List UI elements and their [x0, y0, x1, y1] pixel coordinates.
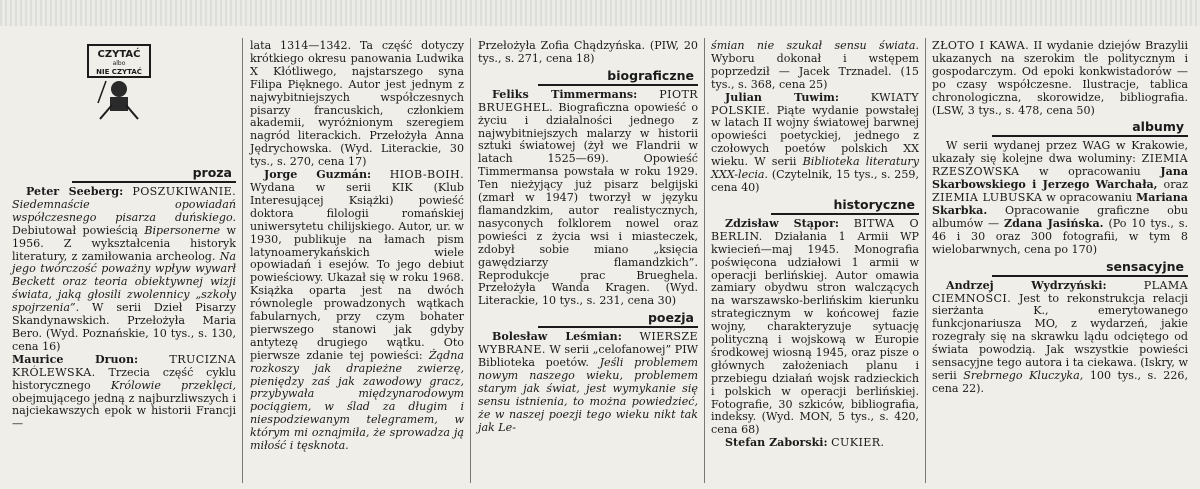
book-title: PIOTR BRUEGHEL. [478, 87, 698, 114]
logo-line-1: CZYTAĆ [97, 49, 141, 60]
book-title: HIOB-BOIH. [389, 168, 464, 182]
review-zaborski [711, 437, 919, 450]
book-title: KWIATY POLSKIE. [711, 90, 920, 117]
column-rule [704, 38, 705, 483]
book-title: TRUCIZNA KRÓLEWSKA. [12, 352, 236, 379]
section-heading-poezja: poezja [538, 311, 698, 328]
column-rule [470, 38, 471, 483]
review-druon: Maurice Druon: TRUCIZNA KRÓLEWSKA. Trzecia część cyklu historycznego Królowie przeklęci, obejmującego jedną z najburzliwszych i najciekawszych epok w historii Francji — [12, 352, 237, 431]
column-2 [250, 40, 464, 453]
book-title: PLAMA CIEMNOŚCI. [932, 278, 1189, 305]
book-title: ZIEMIA LUBUSKA [932, 191, 1043, 205]
column-4 [711, 40, 919, 450]
review-lesmian: Bolesław Leśmian: WIERSZE WYBRANE. W serii „celofanowej” PIW Biblioteka poetów. Jeśli problemem nowym naszego wieku, problemem starym jak świat, jest wymykanie się sensu istnienia, to można powiedzieć, że w naszej poezji tego wieku nikt tak jak Le- [478, 330, 699, 434]
section-heading-historyczne: historyczne [771, 198, 919, 215]
column-3 [478, 40, 698, 434]
review-wydrzynski: Andrzej Wydrzyński: PLAMA CIEMNOŚCI. Jest to rekonstrukcja relacji sierżanta K., emerytowanego funkcjonariusza MO, z wydarzeń, jakie rozegrały się na skrawku lądu odciętego od świata powodzią. Jak wszystkie powieści sensacyjne tego autora i ta ciekawa. (Iskry, w serii Srebrnego Kluczyka, 100 tys., s. 226, cena 22). [932, 278, 1189, 395]
review-lesmian-continued: śmian nie szukał sensu świata. Wyboru dokonał i wstępem poprzedził — Jacek Trznadel. (15 tys., s. 368, cena 25) [711, 39, 919, 91]
author-name: Peter Seeberg: [26, 185, 124, 198]
author-name: Zdzisław Stąpor: [725, 216, 840, 230]
book-title: ZŁOTO I KAWA. [932, 39, 1030, 52]
column-1 [12, 163, 236, 431]
section-heading-albumy: albumy [992, 120, 1188, 137]
author-name: Andrzej Wydrzyński: [946, 278, 1107, 292]
column-5 [932, 40, 1188, 396]
review-guzman-continued: Przełożyła Zofia Chądzyńska. (PIW, 20 tys., s. 271, cena 18) [478, 39, 698, 65]
review-stapor: Zdzisław Stąpor: BITWA O BERLIN. Działania 1 Armii WP kwiecień—maj 1945. Monografia poświęcona udziałowi 1 armii w operacji berlińskiej. Autor omawia zamiary obydwu stron walczących na warszawsko-berlińskim kierunku strategicznym w końcowej fazie wojny, charakteryzuje sytuację polityczną i wojskową w Europie środkowej wiosną 1945, oraz pisze o głównych założeniach planu i przebiegu działań wojsk radzieckich i polskich w operacji berlińskiej. Fotografie, 30 szkiców, bibliografia, indeksy. (Wyd. MON, 5 tys., s. 420, cena 68) [711, 216, 920, 437]
top-print-band [0, 0, 1200, 26]
column-rule [925, 38, 926, 483]
section-heading-sensacyjne: sensacyjne [992, 260, 1188, 277]
logo-line-3: NIE CZYTAĆ [96, 68, 142, 76]
review-zaborski-continued: ZŁOTO I KAWA. II wydanie dziejów Brazylii ukazanych na szerokim tle politycznym i gospodarczym. Od epoki konkwistadorów — po czasy współczesne. Ilustracje, tablica chronologiczna, skorowidze, bibliografia. (LSW, 3 tys., s. 478, cena 50) [932, 39, 1188, 117]
author-name: Feliks Timmermans: [492, 87, 638, 101]
book-title: CUKIER. [831, 436, 885, 450]
review-guzman: Jorge Guzmán: HIOB-BOIH. Wydana w serii KIK (Klub Interesującej Książki) powieść doktora filologii romańskiej uniwersytetu chilijskiego. Autor, ur. w 1930, publikuje na łamach pism latynoamerykańskich wiele opowiadań i esejów. To jego debiut powieściowy. Ukazał się w roku 1968. Książka oparta jest na dwóch równolegle prowadzonych wątkach fabularnych, przy czym bohater pierwszego stanowi jak gdyby antytezę drugiego wątku. Oto pierwsze zdanie tej powieści: Żądna rozkoszy jak drapieżne zwierzę, pieniędzy zaś jak zawodowy gracz, przybywała międzynarodowym pociągiem, w ślad za długim i niespodziewanym telegramem, w którym mi oznajmiła, że sprowadza ją miłość i tęsknota. [250, 168, 465, 453]
book-title: BITWA O BERLIN. [711, 216, 920, 243]
review-wag-albums: W serii wydanej przez WAG w Krakowie, ukazały się kolejne dwa woluminy: ZIEMIA RZESZOWSKA w opracowaniu Jana Skarbowskiego i Jerzego Warchała, oraz ZIEMIA LUBUSKA w opracowaniu Mariana Skarbka. Opracowanie graficzne obu albumów — Zdana Jasińska. (Po 10 tys., s. 46 i 30 oraz 300 fotografii, w tym 8 wielobarwnych, cena po 170) [932, 139, 1189, 256]
logo-line-2: albo [112, 60, 126, 67]
author-name: Jorge Guzmán: [264, 168, 372, 182]
book-title: WIERSZE WYBRANE. [478, 330, 698, 357]
review-tuwim: Julian Tuwim: KWIATY POLSKIE. Piąte wydanie powstałej w latach II wojny światowej barwnej opowieści poetyckiej, jednego z czołowych poetów polskich XX wieku. W serii Biblioteka literatury XXX-lecia. (Czytelnik, 15 tys., s. 259, cena 40) [711, 90, 920, 194]
author-name: Stefan Zaborski: [725, 436, 828, 450]
column-rule [242, 38, 243, 483]
section-heading-proza: proza [72, 166, 236, 183]
author-name: Maurice Druon: [12, 352, 139, 366]
book-title: POSZUKIWANIE. [132, 185, 236, 198]
review-seeberg: Peter Seeberg: POSZUKIWANIE. Siedemnaście opowiadań współczesnego pisarza duńskiego. Debiutował powieścią Bipersonerne w 1956. Z wykształcenia historyk literatury, z zamiłowania archeolog. Na jego twórczość poważny wpływ wywarł Beckett oraz teoria obiektywnej wizji świata, jaką głosili zwolennicy „szkoły spojrzenia”. W serii Dzieł Pisarzy Skandynawskich. Przełożyła Maria Bero. (Wyd. Poznańskie, 10 tys., s. 130, cena 16) [12, 185, 237, 353]
author-name: Bolesław Leśmian: [492, 330, 622, 344]
author-name: Julian Tuwim: [725, 90, 840, 104]
section-heading-biograficzne: biograficzne [538, 69, 698, 86]
review-timmermans: Feliks Timmermans: PIOTR BRUEGHEL. Biograficzna opowieść o życiu i działalności jednego z najwybitniejszych malarzy w historii sztuki światowej (żył we Flandrii w latach 1525—69). Opowieść Timmermansa powstała w roku 1929. Ten nieżyjący już pisarz belgijski (zmarł w 1947) tworzył w języku flamandzkim, autor realistycznych, nasyconych folklorem nowel oraz powieści z życia wsi i miasteczek, zdobył sobie miano „księcia gawędziarzy flamandzkich”. Reprodukcje prac Brueghela. Przełożyła Wanda Kragen. (Wyd. Literackie, 10 tys., s. 231, cena 30) [478, 87, 698, 308]
book-title: ZIEMIA RZESZOWSKA [932, 152, 1188, 179]
review-druon-continued: lata 1314—1342. Ta część dotyczy krótkiego okresu panowania Ludwika X Kłótliwego, najstarszego syna Filipa Pięknego. Autor jest jednym z najwybitniejszych współczesnych pisarzy francuskich, członkiem akademii, wyróżnionym szeregiem nagród literackich. Przełożyła Anna Jędrychowska. (Wyd. Literackie, 30 tys., s. 270, cena 17) [250, 39, 464, 169]
czytac-albo-nie-czytac-logo [86, 43, 152, 121]
